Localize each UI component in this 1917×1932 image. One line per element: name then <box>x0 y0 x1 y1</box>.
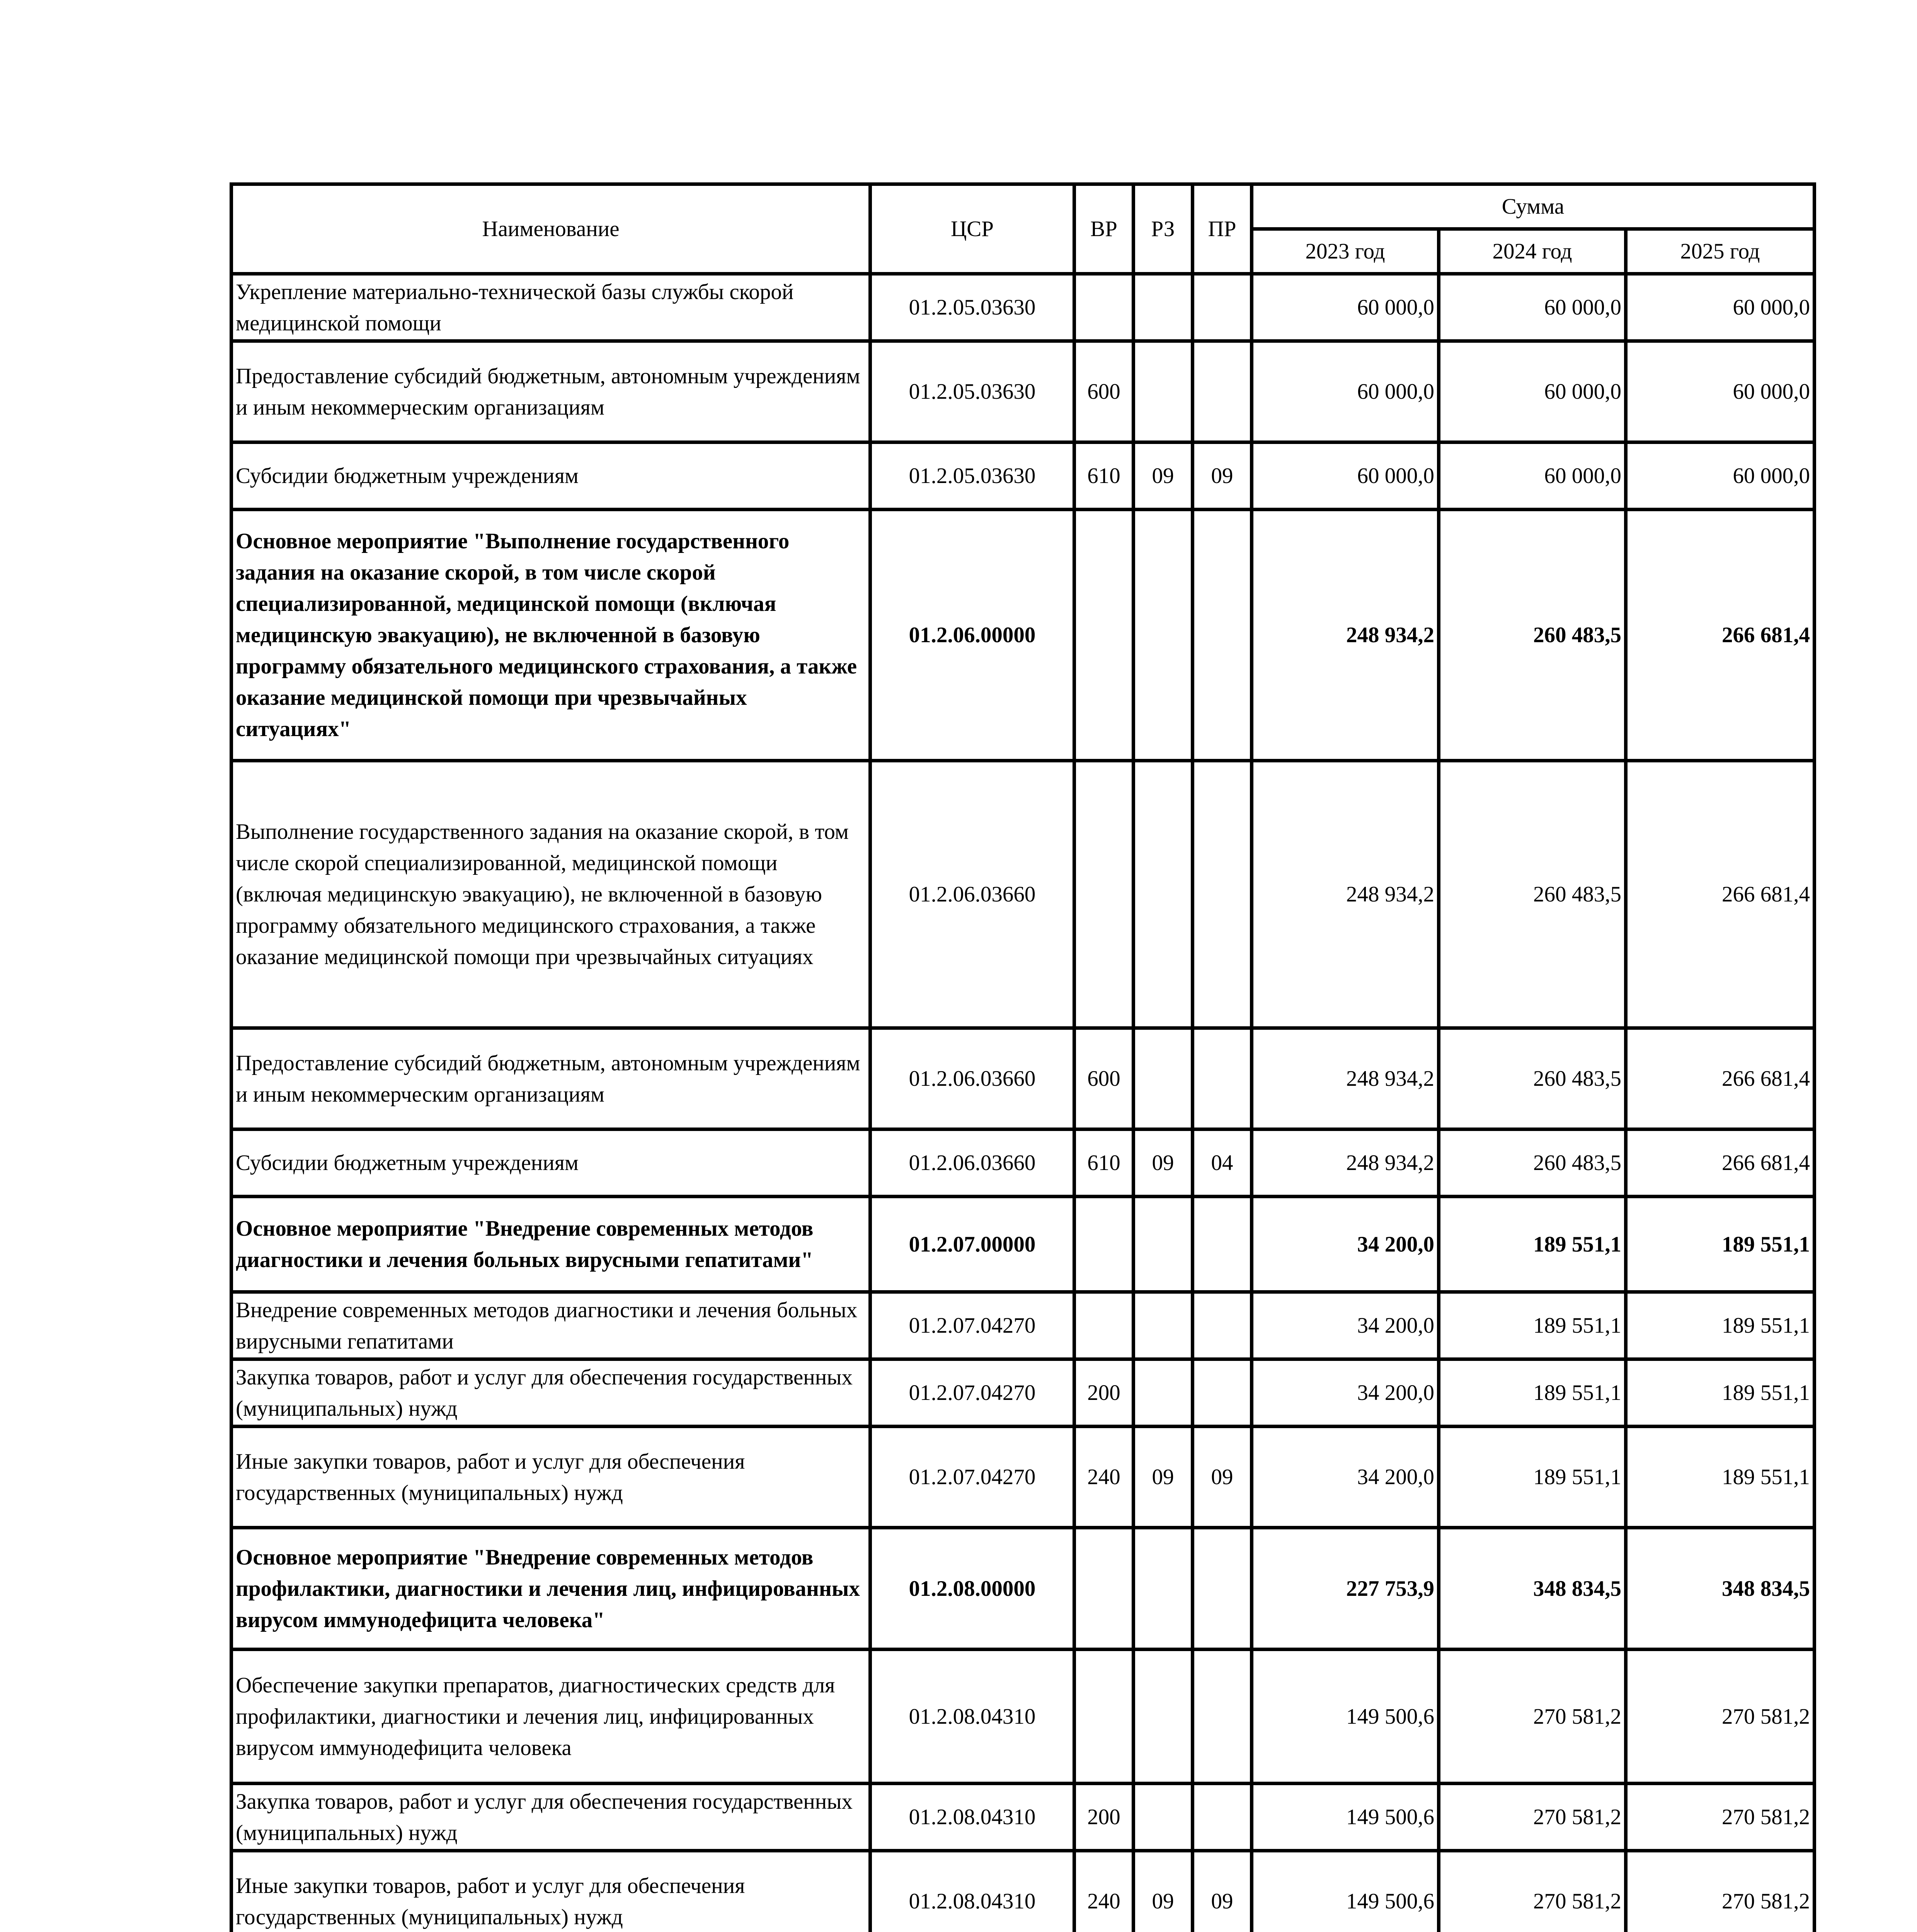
row-csr: 01.2.05.03630 <box>870 442 1074 510</box>
row-sum-2024: 260 483,5 <box>1439 1028 1626 1129</box>
row-pr: 04 <box>1193 1129 1252 1197</box>
row-vr <box>1074 1197 1134 1292</box>
table-row <box>232 1292 1815 1359</box>
row-name: Предоставление субсидий бюджетным, автономным учреждениям и иным некоммерческим организациям <box>232 341 870 442</box>
table-row <box>232 1528 1815 1650</box>
table-row <box>232 761 1815 1028</box>
row-sum-2023: 34 200,0 <box>1252 1197 1439 1292</box>
row-csr: 01.2.08.04310 <box>870 1784 1074 1851</box>
row-sum-2023: 149 500,6 <box>1252 1784 1439 1851</box>
row-sum-2025: 189 551,1 <box>1626 1292 1815 1359</box>
table-row <box>232 1851 1815 1932</box>
row-vr: 610 <box>1074 442 1134 510</box>
row-name: Иные закупки товаров, работ и услуг для обеспечения государственных (муниципальных) нужд <box>232 1427 870 1528</box>
row-sum-2024: 260 483,5 <box>1439 1129 1626 1197</box>
row-name: Иные закупки товаров, работ и услуг для обеспечения государственных (муниципальных) нужд <box>232 1851 870 1932</box>
row-csr: 01.2.08.04310 <box>870 1851 1074 1932</box>
row-rz <box>1134 1197 1193 1292</box>
row-pr <box>1193 761 1252 1028</box>
table-row <box>232 1129 1815 1197</box>
row-name: Внедрение современных методов диагностики и лечения больных вирусными гепатитами <box>232 1292 870 1359</box>
header-year-2024: 2024 год <box>1439 229 1626 274</box>
table-row <box>232 1197 1815 1292</box>
row-csr: 01.2.07.00000 <box>870 1197 1074 1292</box>
row-vr: 200 <box>1074 1359 1134 1427</box>
row-rz: 09 <box>1134 442 1193 510</box>
row-csr: 01.2.07.04270 <box>870 1292 1074 1359</box>
row-sum-2024: 189 551,1 <box>1439 1197 1626 1292</box>
row-vr: 200 <box>1074 1784 1134 1851</box>
row-vr <box>1074 761 1134 1028</box>
row-sum-2025: 189 551,1 <box>1626 1427 1815 1528</box>
header-year-2023: 2023 год <box>1252 229 1439 274</box>
row-vr: 240 <box>1074 1851 1134 1932</box>
table-row <box>232 1359 1815 1427</box>
row-pr <box>1193 510 1252 761</box>
row-sum-2025: 348 834,5 <box>1626 1528 1815 1650</box>
row-sum-2025: 60 000,0 <box>1626 274 1815 341</box>
row-sum-2023: 34 200,0 <box>1252 1427 1439 1528</box>
header-csr: ЦСР <box>870 184 1074 274</box>
row-sum-2023: 60 000,0 <box>1252 341 1439 442</box>
row-name: Выполнение государственного задания на оказание скорой, в том числе скорой специализированной, медицинской помощи (включая медицинскую эвакуацию), не включенной в базовую программу обязательного медицинского страхования, а также оказание медицинской помощи при чрезвычайных ситуациях <box>232 761 870 1028</box>
row-csr: 01.2.08.00000 <box>870 1528 1074 1650</box>
row-sum-2023: 60 000,0 <box>1252 274 1439 341</box>
row-name: Субсидии бюджетным учреждениям <box>232 1129 870 1197</box>
row-sum-2024: 60 000,0 <box>1439 274 1626 341</box>
row-pr <box>1193 1650 1252 1784</box>
row-name: Субсидии бюджетным учреждениям <box>232 442 870 510</box>
row-sum-2025: 266 681,4 <box>1626 510 1815 761</box>
row-csr: 01.2.05.03630 <box>870 341 1074 442</box>
row-rz <box>1134 1292 1193 1359</box>
row-vr: 240 <box>1074 1427 1134 1528</box>
row-sum-2025: 189 551,1 <box>1626 1197 1815 1292</box>
row-sum-2023: 149 500,6 <box>1252 1851 1439 1932</box>
row-name: Основное мероприятие "Внедрение современных методов диагностики и лечения больных вирусными гепатитами" <box>232 1197 870 1292</box>
row-csr: 01.2.06.03660 <box>870 761 1074 1028</box>
row-pr <box>1193 1197 1252 1292</box>
row-vr <box>1074 1650 1134 1784</box>
row-rz <box>1134 1028 1193 1129</box>
row-sum-2025: 270 581,2 <box>1626 1784 1815 1851</box>
row-sum-2025: 266 681,4 <box>1626 761 1815 1028</box>
row-sum-2025: 189 551,1 <box>1626 1359 1815 1427</box>
row-vr <box>1074 1528 1134 1650</box>
row-sum-2025: 266 681,4 <box>1626 1028 1815 1129</box>
row-pr <box>1193 1028 1252 1129</box>
row-sum-2024: 189 551,1 <box>1439 1427 1626 1528</box>
row-sum-2024: 260 483,5 <box>1439 510 1626 761</box>
row-rz: 09 <box>1134 1427 1193 1528</box>
row-sum-2023: 248 934,2 <box>1252 1129 1439 1197</box>
row-sum-2023: 248 934,2 <box>1252 510 1439 761</box>
row-pr: 09 <box>1193 442 1252 510</box>
row-sum-2024: 348 834,5 <box>1439 1528 1626 1650</box>
header-year-2025: 2025 год <box>1626 229 1815 274</box>
row-name: Предоставление субсидий бюджетным, автономным учреждениям и иным некоммерческим организациям <box>232 1028 870 1129</box>
row-sum-2023: 34 200,0 <box>1252 1359 1439 1427</box>
budget-table <box>230 182 1816 1932</box>
row-rz: 09 <box>1134 1129 1193 1197</box>
row-csr: 01.2.06.03660 <box>870 1129 1074 1197</box>
row-csr: 01.2.07.04270 <box>870 1427 1074 1528</box>
row-rz <box>1134 1359 1193 1427</box>
row-sum-2023: 248 934,2 <box>1252 1028 1439 1129</box>
row-pr <box>1193 1784 1252 1851</box>
row-sum-2024: 260 483,5 <box>1439 761 1626 1028</box>
row-sum-2024: 270 581,2 <box>1439 1784 1626 1851</box>
row-sum-2023: 248 934,2 <box>1252 761 1439 1028</box>
row-sum-2024: 270 581,2 <box>1439 1650 1626 1784</box>
row-vr: 600 <box>1074 341 1134 442</box>
header-rz: РЗ <box>1134 184 1193 274</box>
header-pr: ПР <box>1193 184 1252 274</box>
row-name: Укрепление материально-технической базы службы скорой медицинской помощи <box>232 274 870 341</box>
header-name: Наименование <box>232 184 870 274</box>
header-vr: ВР <box>1074 184 1134 274</box>
row-pr <box>1193 274 1252 341</box>
row-sum-2024: 189 551,1 <box>1439 1292 1626 1359</box>
row-sum-2025: 270 581,2 <box>1626 1851 1815 1932</box>
row-rz <box>1134 341 1193 442</box>
row-sum-2023: 60 000,0 <box>1252 442 1439 510</box>
table-row <box>232 510 1815 761</box>
row-csr: 01.2.06.03660 <box>870 1028 1074 1129</box>
row-pr <box>1193 1528 1252 1650</box>
table-row <box>232 274 1815 341</box>
row-pr <box>1193 341 1252 442</box>
table-row <box>232 1028 1815 1129</box>
table-row <box>232 1427 1815 1528</box>
row-name: Закупка товаров, работ и услуг для обеспечения государственных (муниципальных) нужд <box>232 1359 870 1427</box>
row-csr: 01.2.06.00000 <box>870 510 1074 761</box>
table-row <box>232 1784 1815 1851</box>
row-name: Закупка товаров, работ и услуг для обеспечения государственных (муниципальных) нужд <box>232 1784 870 1851</box>
row-sum-2025: 60 000,0 <box>1626 341 1815 442</box>
row-csr: 01.2.05.03630 <box>870 274 1074 341</box>
row-name: Обеспечение закупки препаратов, диагностических средств для профилактики, диагностики и лечения лиц, инфицированных вирусом иммунодефицита человека <box>232 1650 870 1784</box>
table-row <box>232 442 1815 510</box>
row-rz <box>1134 1528 1193 1650</box>
row-vr <box>1074 274 1134 341</box>
row-sum-2024: 270 581,2 <box>1439 1851 1626 1932</box>
row-pr: 09 <box>1193 1851 1252 1932</box>
row-vr: 600 <box>1074 1028 1134 1129</box>
row-vr <box>1074 510 1134 761</box>
row-csr: 01.2.08.04310 <box>870 1650 1074 1784</box>
row-pr: 09 <box>1193 1427 1252 1528</box>
row-sum-2025: 266 681,4 <box>1626 1129 1815 1197</box>
row-pr <box>1193 1359 1252 1427</box>
table-body <box>232 274 1815 1932</box>
row-sum-2023: 34 200,0 <box>1252 1292 1439 1359</box>
row-sum-2025: 60 000,0 <box>1626 442 1815 510</box>
row-sum-2023: 149 500,6 <box>1252 1650 1439 1784</box>
row-name: Основное мероприятие "Выполнение государственного задания на оказание скорой, в том числе скорой специализированной, медицинской помощи (включая медицинскую эвакуацию), не включенной в базовую программу обязательного медицинского страхования, а также оказание медицинской помощи при чрезвычайных ситуациях" <box>232 510 870 761</box>
row-sum-2024: 60 000,0 <box>1439 341 1626 442</box>
row-sum-2024: 189 551,1 <box>1439 1359 1626 1427</box>
row-csr: 01.2.07.04270 <box>870 1359 1074 1427</box>
table-row <box>232 1650 1815 1784</box>
row-sum-2025: 270 581,2 <box>1626 1650 1815 1784</box>
row-rz <box>1134 1650 1193 1784</box>
row-rz: 09 <box>1134 1851 1193 1932</box>
header-sum: Сумма <box>1252 184 1815 229</box>
row-rz <box>1134 510 1193 761</box>
row-sum-2024: 60 000,0 <box>1439 442 1626 510</box>
row-rz <box>1134 1784 1193 1851</box>
row-sum-2023: 227 753,9 <box>1252 1528 1439 1650</box>
row-vr <box>1074 1292 1134 1359</box>
table-row <box>232 341 1815 442</box>
row-name: Основное мероприятие "Внедрение современных методов профилактики, диагностики и лечения лиц, инфицированных вирусом иммунодефицита человека" <box>232 1528 870 1650</box>
row-rz <box>1134 761 1193 1028</box>
row-pr <box>1193 1292 1252 1359</box>
row-rz <box>1134 274 1193 341</box>
row-vr: 610 <box>1074 1129 1134 1197</box>
